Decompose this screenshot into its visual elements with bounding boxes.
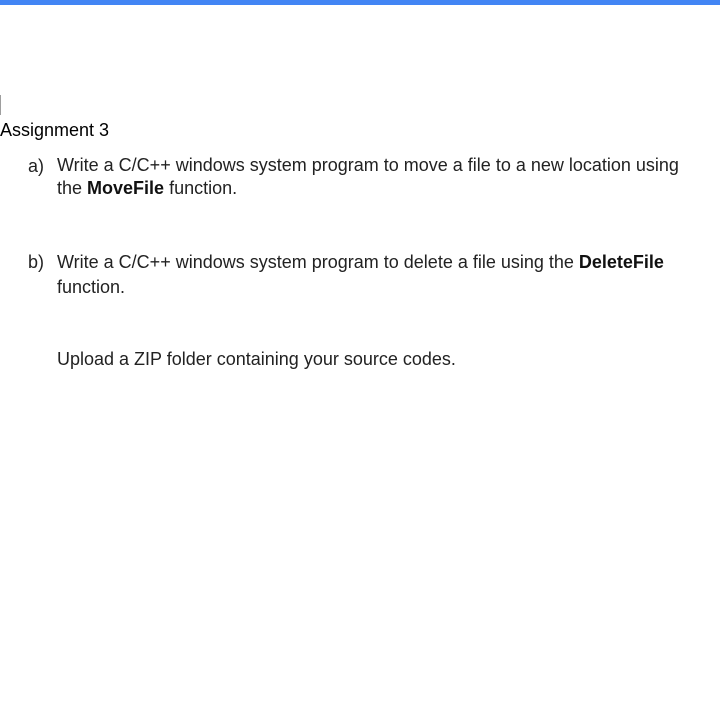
deletefile-function-name: DeleteFile (578, 252, 664, 272)
upload-instruction: Upload a ZIP folder containing your source codes. (57, 349, 456, 369)
list-marker-b: b) (28, 252, 45, 272)
list-item-b-line-2: function. (57, 277, 126, 297)
document-title: Assignment 3 (0, 120, 110, 140)
list-item-a-line-2-before: the (57, 178, 88, 198)
list-item-b-line-1 (57, 250, 720, 275)
top-accent-bar (0, 0, 720, 5)
list-item-b-line-1-before: Write a C/C++ windows system program to delete a file using the (57, 252, 579, 272)
list-item-a-text (57, 154, 720, 200)
list-marker-a: a) (28, 156, 45, 176)
list-item-a-line-2-after: function. (164, 178, 238, 198)
list-item-b-text (57, 250, 720, 300)
list-item-a-line-1: Write a C/C++ windows system program to move a file to a new location using (57, 155, 679, 175)
text-cursor (0, 95, 1, 115)
list-item-a-line-2 (57, 177, 720, 200)
movefile-function-name: MoveFile (87, 178, 165, 198)
